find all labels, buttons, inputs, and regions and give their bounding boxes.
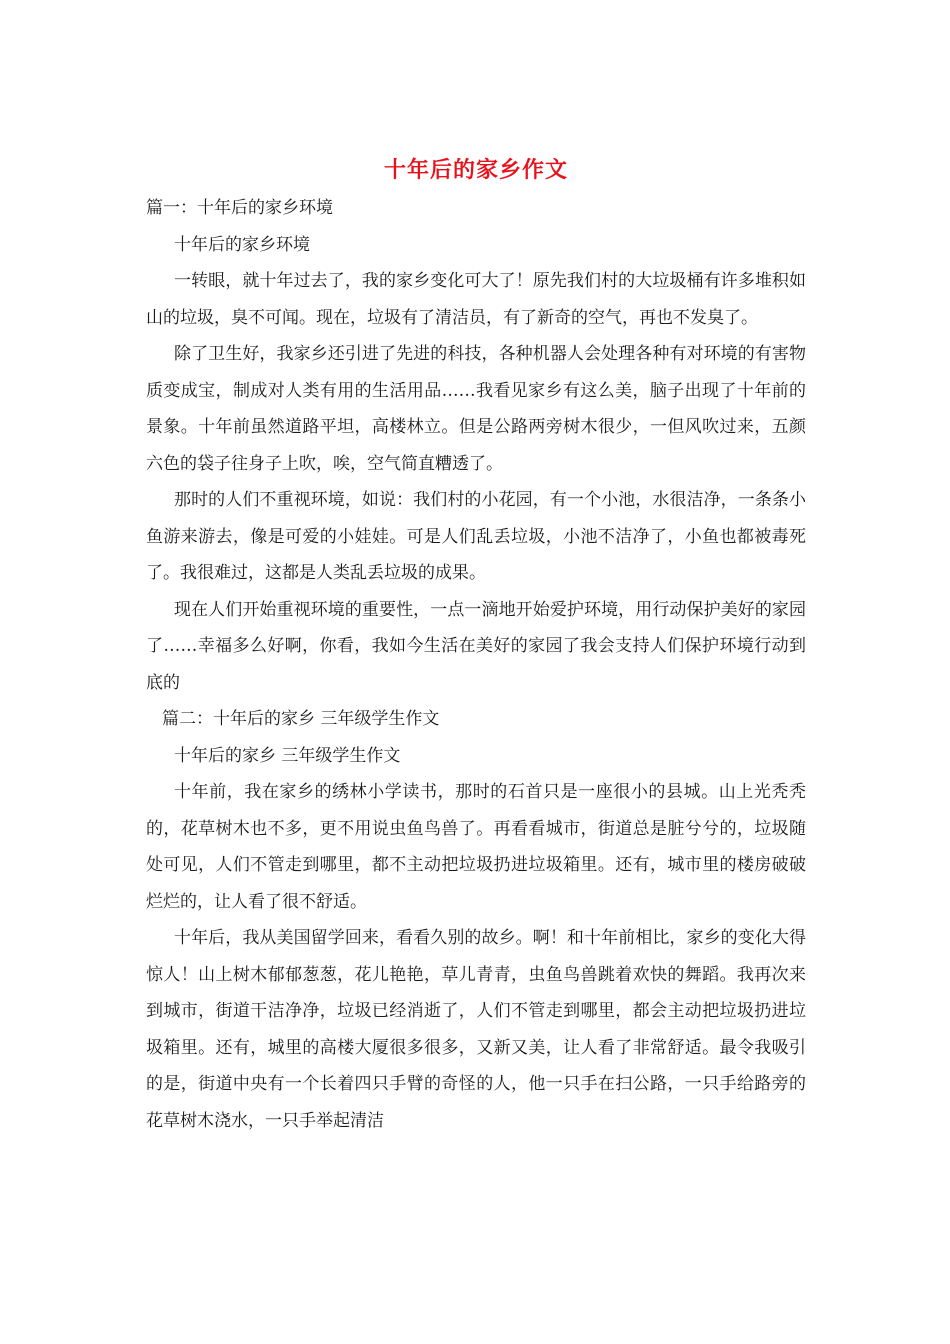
document-page xyxy=(146,150,806,1139)
section1-subheading: 十年后的家乡环境 xyxy=(174,234,310,255)
document-title: 十年后的家乡作文 xyxy=(383,157,568,183)
section2-heading: 篇二：十年后的家乡 三年级学生作文 xyxy=(162,709,440,729)
section1-paragraph: 一转眼，就十年过去了，我的家乡变化可大了！原先我们村的大垃圾桶有许多堆积如山的垃圾，臭不可闻。现在，垃圾有了清洁员，有了新奇的空气，再也不发臭了。 xyxy=(146,271,806,328)
section1-paragraph: 除了卫生好，我家乡还引进了先进的科技，各种机器人会处理各种有对环境的有害物质变成宝，制成对人类有用的生活用品……我看见家乡有这么美，脑子出现了十年前的景象。十年前虽然道路平坦，高楼林立。但是公路两旁树木很少，一但风吹过来，五颜六色的袋子往身子上吹，唉，空气简直糟透了。 xyxy=(146,344,806,474)
section2-subheading: 十年后的家乡 三年级学生作文 xyxy=(174,745,401,766)
section1-heading: 篇一：十年后的家乡环境 xyxy=(146,198,333,218)
section1-paragraph: 现在人们开始重视环境的重要性，一点一滴地开始爱护环境，用行动保护美好的家园了……幸福多么好啊，你看，我如今生活在美好的家园了我会支持人们保护环境行动到底的 xyxy=(146,599,806,693)
section1-paragraph: 那时的人们不重视环境，如说：我们村的小花园，有一个小池，水很洁净，一条条小鱼游来游去，像是可爱的小娃娃。可是人们乱丢垃圾，小池不洁净了，小鱼也都被毒死了。我很难过，这都是人类乱丢垃圾的成果。 xyxy=(146,490,806,583)
section2-paragraph: 十年前，我在家乡的绣林小学读书，那时的石首只是一座很小的县城。山上光秃秃的，花草树木也不多，更不用说虫鱼鸟兽了。再看看城市，街道总是脏兮兮的，垃圾随处可见，人们不管走到哪里，都不主动把垃圾扔进垃圾箱里。还有，城市里的楼房破破烂烂的，让人看了很不舒适。 xyxy=(146,782,806,912)
section2-paragraph: 十年后，我从美国留学回来，看看久别的故乡。啊！和十年前相比，家乡的变化大得惊人！山上树木郁郁葱葱，花儿艳艳，草儿青青，虫鱼鸟兽跳着欢快的舞蹈。我再次来到城市，街道干洁净净，垃圾已经消逝了，人们不管走到哪里，都会主动把垃圾扔进垃圾箱里。还有，城里的高楼大厦很多很多，又新又美，让人看了非常舒适。最令我吸引的是，街道中央有一个长着四只手臂的奇怪的人，他一只手在扫公路，一只手给路旁的花草树木浇水，一只手举起清洁 xyxy=(146,928,806,1131)
